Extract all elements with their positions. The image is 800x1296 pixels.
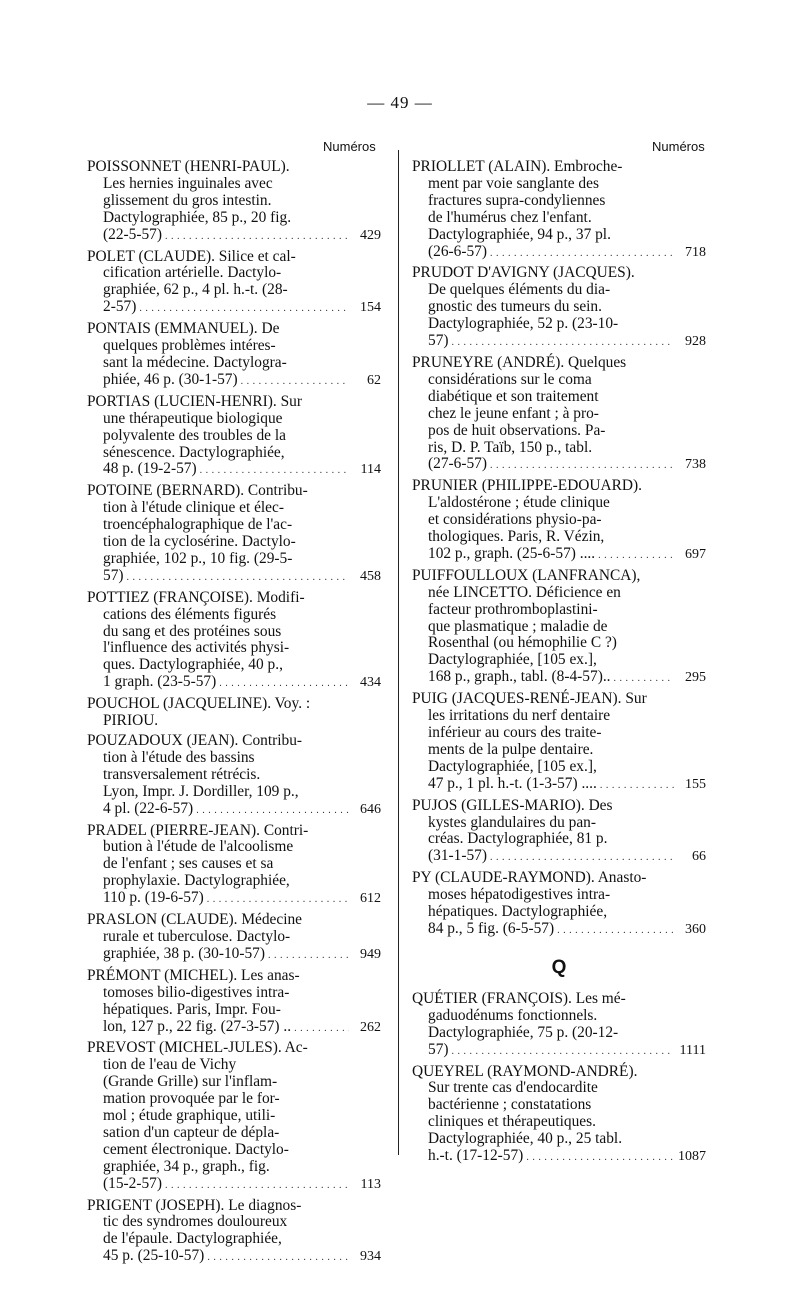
index-entry	[412, 691, 706, 794]
entry-line: POUZADOUX (JEAN). Contribu-	[87, 732, 303, 749]
entry-line: POISSONNET (HENRI-PAUL).	[87, 158, 290, 175]
index-entry	[412, 568, 706, 688]
entry-line: hépatiques. Paris, Impr. Fou-	[103, 1000, 281, 1018]
entry-number: 113	[360, 1176, 381, 1192]
entry-text: (15-2-57)	[103, 1174, 162, 1192]
entry-line: De quelques éléments du dia-	[428, 281, 611, 299]
entry-number: 646	[360, 801, 381, 817]
entry-line	[412, 244, 706, 263]
entry-text: 57)	[103, 566, 124, 584]
index-entry	[87, 1040, 381, 1194]
leader-dots	[265, 946, 349, 965]
entry-line	[87, 674, 381, 693]
entry-line: Dactylographiée, 40 p., 25 tabl.	[428, 1130, 623, 1148]
entry-line: bution à l'étude de l'alcoolisme	[103, 838, 294, 856]
entry-line	[412, 776, 706, 795]
entry-line: ment par voie sanglante des	[428, 174, 599, 192]
column-divider	[398, 150, 399, 1155]
entry-line	[412, 921, 706, 940]
leader-dots	[291, 1019, 349, 1038]
leader-dots	[597, 776, 674, 795]
entry-line	[87, 1019, 381, 1038]
entry-line: POUCHOL (JACQUELINE). Voy. :	[87, 695, 311, 713]
entry-line	[412, 1042, 706, 1061]
entry-line: Dactylographiée, 75 p. (20-12-	[428, 1023, 619, 1041]
entry-text: PIRIOU.	[103, 712, 159, 730]
entry-line: tion à l'étude clinique et élec-	[103, 499, 284, 517]
entry-line: Dactylographiée, 94 p., 37 pl.	[428, 225, 611, 243]
entry-line: POTOINE (BERNARD). Contribu-	[87, 482, 308, 500]
entry-line	[87, 568, 381, 587]
entry-line: mation provoquée par le for-	[103, 1090, 280, 1108]
entry-line: hépatiques. Dactylographiée,	[428, 903, 608, 921]
entry-number: 1087	[678, 1149, 706, 1165]
entry-line: PRUNIER (PHILIPPE-EDOUARD).	[412, 477, 643, 495]
entry-line: moses hépatodigestives intra-	[428, 886, 611, 904]
entry-line: pos de huit observations. Pa-	[428, 421, 606, 439]
entry-line: PUIG (JACQUES-RENÉ-JEAN). Sur	[412, 690, 647, 708]
entry-line: tic des syndromes douloureux	[103, 1213, 288, 1231]
index-entry	[87, 696, 381, 730]
entry-line: sant la médecine. Dactylogra-	[103, 353, 287, 371]
leader-dots	[487, 848, 674, 867]
entry-number: 154	[360, 300, 381, 316]
entry-line: Dactylographiée, 85 p., 20 fig.	[103, 208, 292, 226]
entry-line: PRIOLLET (ALAIN). Embroche-	[412, 158, 623, 175]
leader-dots	[523, 1148, 674, 1167]
entry-number: 949	[360, 946, 381, 962]
entry-line: fractures supra-condyliennes	[428, 191, 606, 209]
entry-line	[87, 299, 381, 318]
entry-line: tion à l'étude des bassins	[103, 748, 255, 766]
entry-line: thologiques. Paris, R. Vézin,	[428, 528, 605, 546]
entry-text: 45 p. (25-10-57)	[103, 1247, 205, 1265]
entry-line: cations des éléments figurés	[103, 605, 277, 623]
entry-text: lon, 127 p., 22 fig. (27-3-57) ..	[103, 1017, 292, 1035]
entry-line: PRADEL (PIERRE-JEAN). Contri-	[87, 821, 309, 839]
entry-line: tion de la cyclosérine. Dactylo-	[103, 533, 296, 551]
entry-line: QUEYREL (RAYMOND-ANDRÉ).	[412, 1062, 638, 1080]
entry-number: 697	[685, 546, 706, 562]
entry-line: tion de l'eau de Vichy	[103, 1056, 237, 1074]
entry-text: 84 p., 5 fig. (6-5-57)	[428, 919, 555, 937]
index-entry	[412, 265, 706, 352]
leader-dots	[193, 801, 349, 820]
entry-line: tomoses bilio-digestives intra-	[103, 983, 290, 1001]
entry-line: de l'épaule. Dactylographiée,	[103, 1230, 282, 1248]
entry-line	[87, 1248, 381, 1267]
entry-line: que plasmatique ; maladie de	[428, 617, 608, 635]
entry-number: 429	[360, 227, 381, 243]
entry-line	[87, 801, 381, 820]
entry-line: de l'enfant ; ses causes et sa	[103, 855, 274, 873]
entry-number: 738	[685, 457, 706, 473]
entry-line: PRUDOT D'AVIGNY (JACQUES).	[412, 264, 635, 282]
entry-line: chez le jeune enfant ; à pro-	[428, 404, 599, 422]
leader-dots	[197, 461, 349, 480]
index-entry	[412, 870, 706, 940]
entry-line: ques. Dactylographiée, 40 p.,	[103, 656, 283, 674]
index-entry	[412, 478, 706, 565]
entry-line: graphiée, 62 p., 4 pl. h.-t. (28-	[103, 281, 288, 299]
entry-text: h.-t. (17-12-57)	[428, 1147, 524, 1165]
entry-line	[412, 669, 706, 688]
index-entry	[87, 1198, 381, 1268]
entry-text: (31-1-57)	[428, 847, 487, 865]
entry-line: l'influence des activités physi-	[103, 639, 290, 657]
entry-number: 114	[360, 462, 381, 478]
left-column-header: Numéros	[323, 139, 376, 154]
entry-line: transversalement rétrécis.	[103, 765, 261, 783]
entry-line: rurale et tuberculose. Dactylo-	[103, 927, 291, 945]
entry-text: 102 p., graph. (25-6-57) ....	[428, 544, 596, 562]
entry-line: PONTAIS (EMMANUEL). De	[87, 320, 280, 338]
entry-line	[87, 946, 381, 965]
entry-line: une thérapeutique biologique	[103, 409, 283, 427]
index-entry	[87, 590, 381, 693]
entry-text: 57)	[428, 1040, 449, 1058]
leader-dots	[216, 674, 349, 693]
entry-line: glissement du gros intestin.	[103, 191, 272, 209]
entry-line: PUJOS (GILLES-MARIO). Des	[412, 796, 613, 814]
entry-line: Sur trente cas d'endocardite	[428, 1079, 598, 1097]
section-letter-heading: Q	[551, 956, 567, 978]
entry-line: graphiée, 34 p., graph., fig.	[103, 1157, 270, 1175]
right-column-header: Numéros	[652, 139, 705, 154]
entry-line	[412, 1148, 706, 1167]
entry-line: PUIFFOULLOUX (LANFRANCA),	[412, 566, 641, 584]
entry-line: sation d'un capteur de dépla-	[103, 1123, 280, 1141]
entry-line	[412, 333, 706, 352]
leader-dots	[162, 227, 349, 246]
entry-number: 262	[360, 1019, 381, 1035]
entry-line: ris, D. P. Taïb, 150 p., tabl.	[428, 438, 593, 456]
entry-text: (26-6-57)	[428, 242, 487, 260]
entry-line: cement électronique. Dactylo-	[103, 1140, 289, 1158]
index-entry	[412, 991, 706, 1061]
page-number: — 49 —	[367, 93, 433, 112]
index-entry	[87, 321, 381, 391]
entry-line: QUÉTIER (FRANÇOIS). Les mé-	[412, 989, 626, 1007]
leader-dots	[449, 333, 674, 352]
entry-line	[412, 848, 706, 867]
entry-text: 47 p., 1 pl. h.-t. (1-3-57) ....	[428, 774, 597, 792]
entry-text: 4 pl. (22-6-57)	[103, 799, 194, 817]
entry-line: PRASLON (CLAUDE). Médecine	[87, 911, 303, 929]
entry-line: et considérations physio-pa-	[428, 511, 602, 529]
entry-line: POTTIEZ (FRANÇOISE). Modifi-	[87, 588, 305, 606]
entry-line: Dactylographiée, 52 p. (23-10-	[428, 315, 619, 333]
entry-line	[87, 713, 381, 730]
entry-number: 1111	[679, 1042, 706, 1058]
entry-number: 434	[360, 675, 381, 691]
entry-line	[87, 461, 381, 480]
entry-text: 48 p. (19-2-57)	[103, 460, 197, 478]
entry-line: ments de la pulpe dentaire.	[428, 740, 594, 758]
entry-text: phiée, 46 p. (30-1-57)	[103, 370, 238, 388]
entry-line: Les hernies inguinales avec	[103, 174, 273, 192]
leader-dots	[595, 546, 674, 565]
entry-line: Rosenthal (ou hémophilie C ?)	[428, 634, 617, 652]
entry-line: Dactylographiée, [105 ex.],	[428, 757, 597, 775]
entry-line	[412, 456, 706, 475]
entry-line: (Grande Grille) sur l'inflam-	[103, 1073, 278, 1091]
entry-line: POLET (CLAUDE). Silice et cal-	[87, 247, 296, 265]
entry-line: Dactylographiée, [105 ex.],	[428, 651, 597, 669]
entry-line: PRUNEYRE (ANDRÉ). Quelques	[412, 353, 627, 371]
entry-line: gnostic des tumeurs du sein.	[428, 298, 602, 316]
entry-line: inférieur au cours des traite-	[428, 724, 602, 741]
leader-dots	[487, 456, 674, 475]
leader-dots	[204, 1248, 349, 1267]
entry-line: de l'humérus chez l'enfant.	[428, 208, 592, 226]
index-entry	[87, 394, 381, 481]
entry-line: cification artérielle. Dactylo-	[103, 264, 282, 282]
entry-text: 1 graph. (23-5-57)	[103, 673, 217, 691]
entry-number: 612	[360, 891, 381, 907]
entry-number: 928	[685, 334, 706, 350]
entry-line: gaduodénums fonctionnels.	[428, 1006, 598, 1024]
leader-dots	[162, 1176, 349, 1195]
index-entry	[87, 912, 381, 965]
leader-dots	[124, 568, 349, 587]
index-entry	[87, 249, 381, 319]
entry-line: sénescence. Dactylographiée,	[103, 443, 285, 461]
entry-line: considérations sur le coma	[428, 370, 592, 388]
entry-line	[412, 546, 706, 565]
entry-line: diabétique et son traitement	[428, 387, 599, 405]
entry-line: du sang et des protéines sous	[103, 622, 282, 640]
entry-text: 110 p. (19-6-57)	[103, 889, 204, 907]
entry-line: L'aldostérone ; étude clinique	[428, 494, 610, 512]
entry-number: 66	[692, 849, 706, 865]
index-entry	[87, 968, 381, 1038]
entry-text: 168 p., graph., tabl. (8-4-57)..	[428, 668, 611, 686]
entry-line: créas. Dactylographiée, 81 p.	[428, 830, 608, 848]
index-entry	[412, 355, 706, 475]
entry-text: graphiée, 38 p. (30-10-57)	[103, 944, 265, 962]
entry-number: 718	[685, 244, 706, 260]
index-entry	[412, 1064, 706, 1167]
entry-line: PRÉMONT (MICHEL). Les anas-	[87, 966, 300, 984]
entry-line: kystes glandulaires du pan-	[428, 813, 596, 831]
entry-number: 934	[360, 1249, 381, 1265]
entry-text: (27-6-57)	[428, 455, 487, 473]
entry-line: bactérienne ; constatations	[428, 1096, 592, 1114]
leader-dots	[554, 921, 674, 940]
entry-line: PRIGENT (JOSEPH). Le diagnos-	[87, 1196, 302, 1214]
entry-line	[87, 1176, 381, 1195]
leader-dots	[204, 890, 349, 909]
leader-dots	[611, 669, 674, 688]
entry-line	[87, 372, 381, 391]
entry-line: polyvalente des troubles de la	[103, 426, 286, 444]
entry-line: Lyon, Impr. J. Dordiller, 109 p.,	[103, 782, 299, 800]
leader-dots	[449, 1042, 674, 1061]
entry-line: PY (CLAUDE-RAYMOND). Anasto-	[412, 869, 647, 887]
entry-line	[87, 227, 381, 246]
entry-number: 295	[685, 670, 706, 686]
index-entry	[412, 798, 706, 868]
index-entry	[87, 733, 381, 820]
leader-dots	[487, 244, 674, 263]
left-column	[87, 159, 381, 1270]
entry-line: facteur prothromboplastini-	[428, 600, 598, 618]
entry-text: (22-5-57)	[103, 225, 162, 243]
entry-number: 62	[367, 372, 381, 388]
entry-line: les irritations du nerf dentaire	[428, 707, 611, 725]
index-entry	[87, 159, 381, 246]
entry-line: cliniques et thérapeutiques.	[428, 1113, 596, 1131]
index-entry	[87, 823, 381, 910]
right-column	[412, 159, 706, 1170]
leader-dots	[136, 299, 349, 318]
entry-line: graphiée, 102 p., 10 fig. (29-5-	[103, 549, 293, 567]
entry-number: 360	[685, 921, 706, 937]
entry-line: PORTIAS (LUCIEN-HENRI). Sur	[87, 392, 302, 410]
entry-line: PREVOST (MICHEL-JULES). Ac-	[87, 1039, 308, 1057]
entry-number: 458	[360, 568, 381, 584]
entry-number: 155	[685, 776, 706, 792]
leader-dots	[238, 372, 349, 391]
entry-line: mol ; étude graphique, utili-	[103, 1107, 276, 1125]
index-entry	[412, 159, 706, 262]
entry-text: 57)	[428, 332, 449, 350]
index-entry	[87, 483, 381, 586]
entry-line: troencéphalographique de l'ac-	[103, 516, 293, 534]
entry-line	[87, 890, 381, 909]
entry-line: quelques problèmes intéres-	[103, 337, 276, 355]
entry-text: 2-57)	[103, 298, 137, 316]
entry-line: prophylaxie. Dactylographiée,	[103, 872, 290, 890]
entry-line: née LINCETTO. Déficience en	[428, 583, 621, 601]
